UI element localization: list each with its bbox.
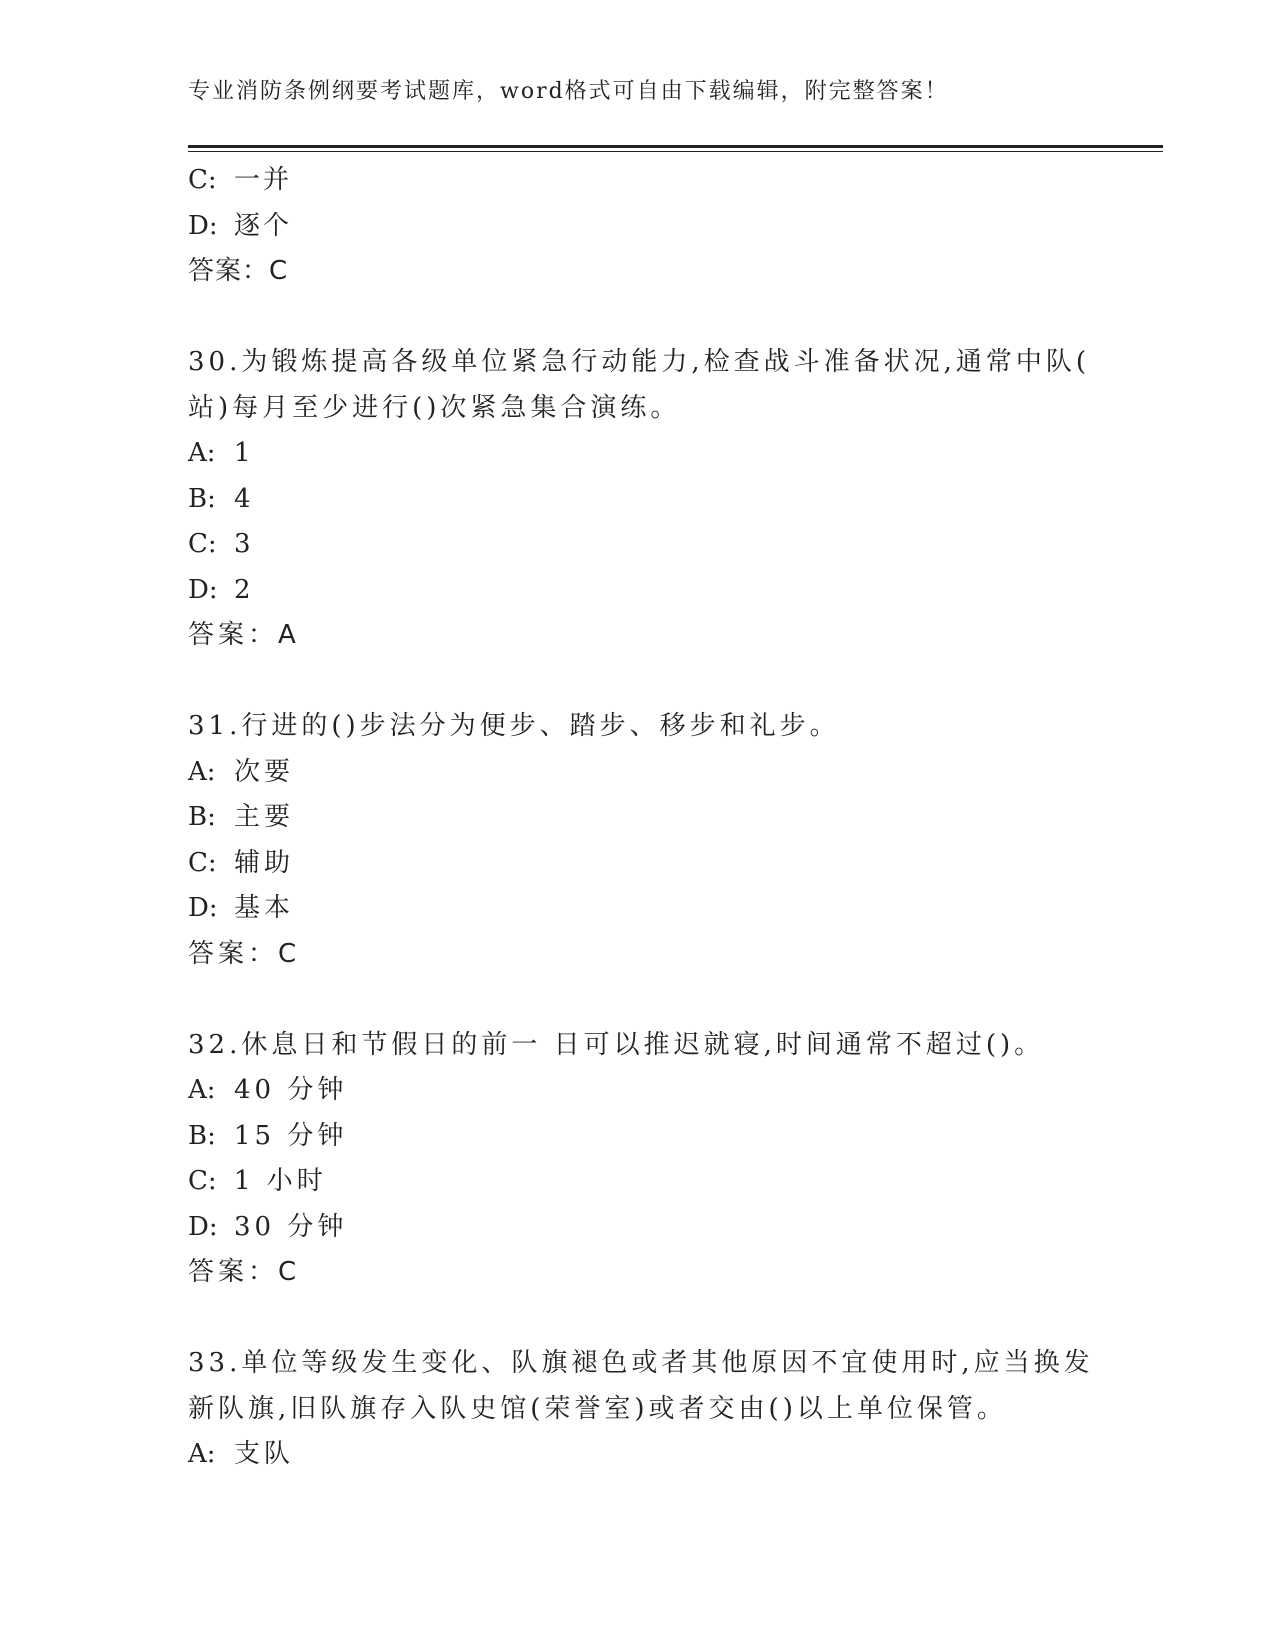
option-a: A: 支队	[188, 1439, 295, 1469]
option-d: D: 基本	[188, 893, 295, 923]
option-c: C: 1 小时	[188, 1166, 327, 1196]
question-32	[188, 1023, 1088, 1296]
question-text-line: 站)每月至少进行()次紧急集合演练。	[188, 392, 681, 423]
header-rule-thick	[188, 145, 1163, 148]
answer-line: 答案：A	[188, 620, 300, 650]
option-c: C: 3	[188, 529, 255, 559]
answer-line: 答案：C	[188, 938, 301, 969]
option-b: B: 4	[188, 483, 255, 514]
option-c: C: 辅助	[188, 847, 295, 878]
option-a: A: 次要	[188, 756, 295, 787]
option-d: D: 30 分钟	[188, 1211, 348, 1242]
option-b: B: 15 分钟	[188, 1120, 348, 1151]
option-a: A: 1	[188, 438, 255, 468]
option-b: B: 主要	[188, 802, 295, 832]
question-text-line: 31.行进的()步法分为便步、踏步、移步和礼步。	[188, 711, 840, 741]
option-d: D: 逐个	[188, 210, 293, 241]
question-text-line: 32.休息日和节假日的前一 日可以推迟就寝,时间通常不超过()。	[188, 1029, 1045, 1060]
question-text-line: 30.为锻炼提高各级单位紧急行动能力,检查战斗准备状况,通常中队(	[188, 347, 1091, 377]
question-30	[188, 340, 1091, 659]
option-d: D: 2	[188, 574, 255, 605]
question-text-line: 新队旗,旧队旗存入队史馆(荣誉室)或者交由()以上单位保管。	[188, 1393, 1007, 1424]
option-a: A: 40 分钟	[188, 1075, 348, 1105]
option-c: C: 一并	[188, 165, 293, 195]
answer-line: 答案：C	[188, 1257, 301, 1287]
question-31	[188, 704, 1088, 977]
question-29-tail	[188, 158, 1088, 295]
question-list	[188, 158, 1094, 1478]
answer-line: 答案：C	[188, 256, 289, 286]
question-text-line: 33.单位等级发生变化、队旗褪色或者其他原因不宜使用时,应当换发	[188, 1348, 1094, 1378]
question-33	[188, 1341, 1094, 1478]
header-rule-thin	[188, 151, 1163, 152]
page-header: 专业消防条例纲要考试题库，word格式可自由下载编辑，附完整答案！	[188, 79, 949, 104]
